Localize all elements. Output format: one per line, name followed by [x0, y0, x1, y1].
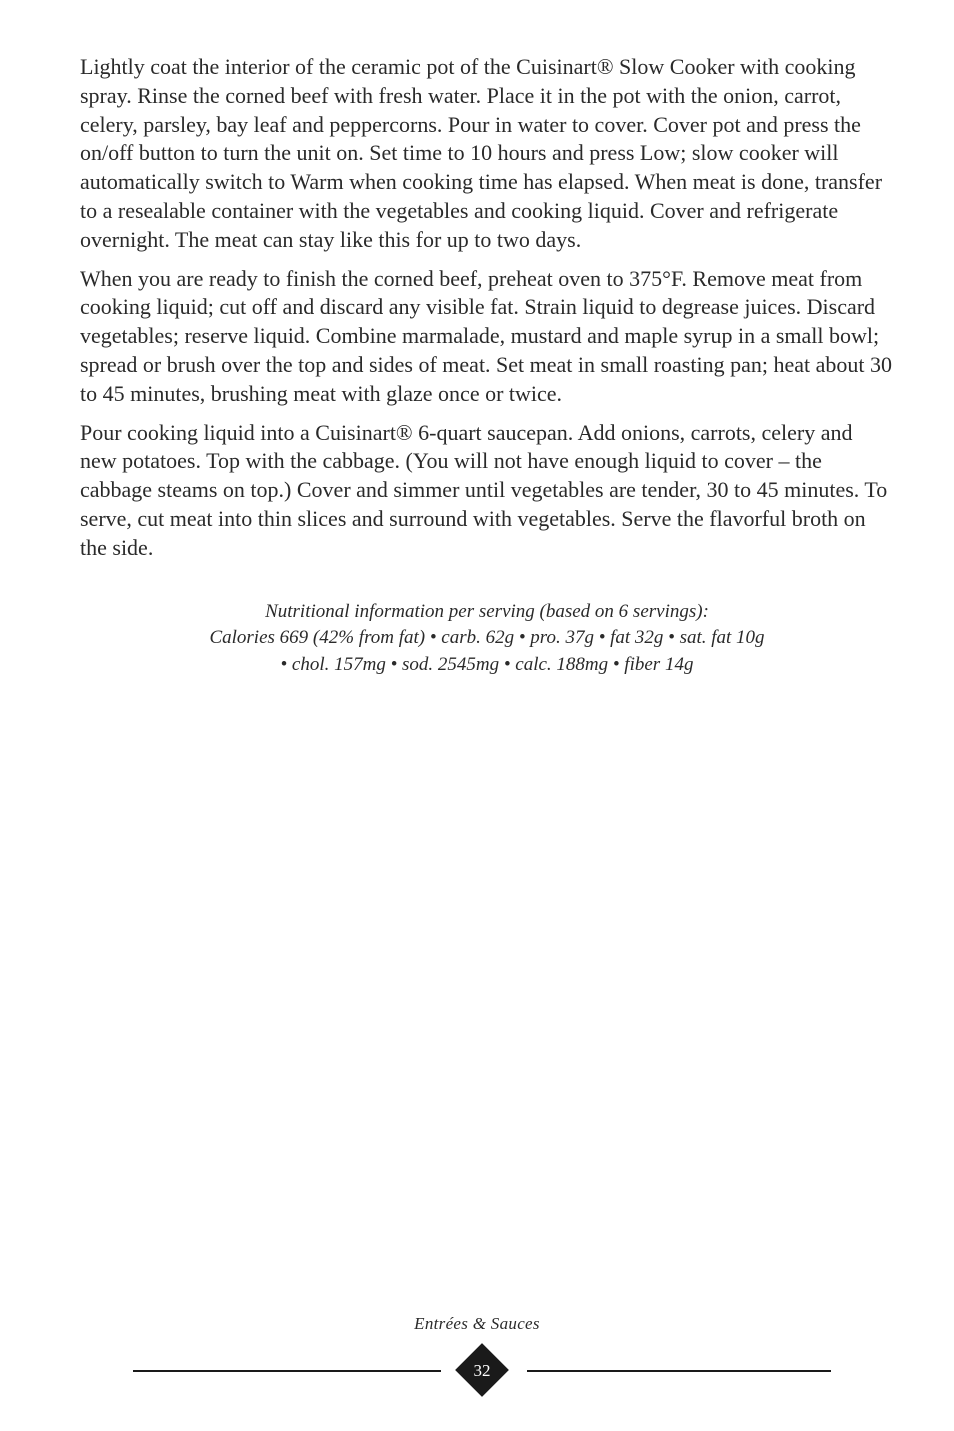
footer-rule-left: [133, 1370, 441, 1372]
footer-section-title: Entrées & Sauces: [414, 1314, 540, 1333]
nutrition-heading: Nutritional information per serving (based on 6 servings):: [265, 600, 709, 622]
recipe-paragraph-3: Pour cooking liquid into a Cuisinart® 6-quart saucepan. Add onions, carrots, celery and new potatoes. Top with the cabbage. (You will not have enough liquid to cover – the cabbage steams on top.) Cover and simmer until vegetables are tender, 30 to 45 minutes. To serve, cut meat into thin slices and surround with vegetables. Serve the flavorful broth on the side.: [80, 419, 888, 560]
nutrition-info: [80, 599, 894, 679]
nutrition-line-2: • chol. 157mg • sod. 2545mg • calc. 188mg • fiber 14g: [280, 653, 694, 675]
nutrition-line-1: Calories 669 (42% from fat) • carb. 62g • pro. 37g • fat 32g • sat. fat 10g: [209, 627, 765, 649]
page-number: 32: [473, 1361, 491, 1380]
recipe-body: [80, 53, 894, 678]
recipe-paragraph-1: Lightly coat the interior of the ceramic pot of the Cuisinart® Slow Cooker with cooking spray. Rinse the corned beef with fresh water. Place it in the pot with the onion, carrot, celery, parsley, bay leaf and peppercorns. Pour in water to cover. Cover pot and press the on/off button to turn the unit on. Set time to 10 hours and press Low; slow cooker will automatically switch to Warm when cooking time has elapsed. When meat is done, transfer to a resealable container with the vegetables and cooking liquid. Cover and refrigerate overnight. The meat can stay like this for up to two days.: [80, 54, 883, 252]
recipe-paragraph-2: When you are ready to finish the corned beef, preheat oven to 375°F. Remove meat from cooking liquid; cut off and discard any visible fat. Strain liquid to degrease juices. Discard vegetables; reserve liquid. Combine marmalade, mustard and maple syrup in a small bowl; spread or brush over the top and sides of meat. Set meat in small roasting pan; heat about 30 to 45 minutes, brushing meat with glaze once or twice.: [80, 265, 892, 406]
footer-rule-right: [527, 1370, 831, 1372]
